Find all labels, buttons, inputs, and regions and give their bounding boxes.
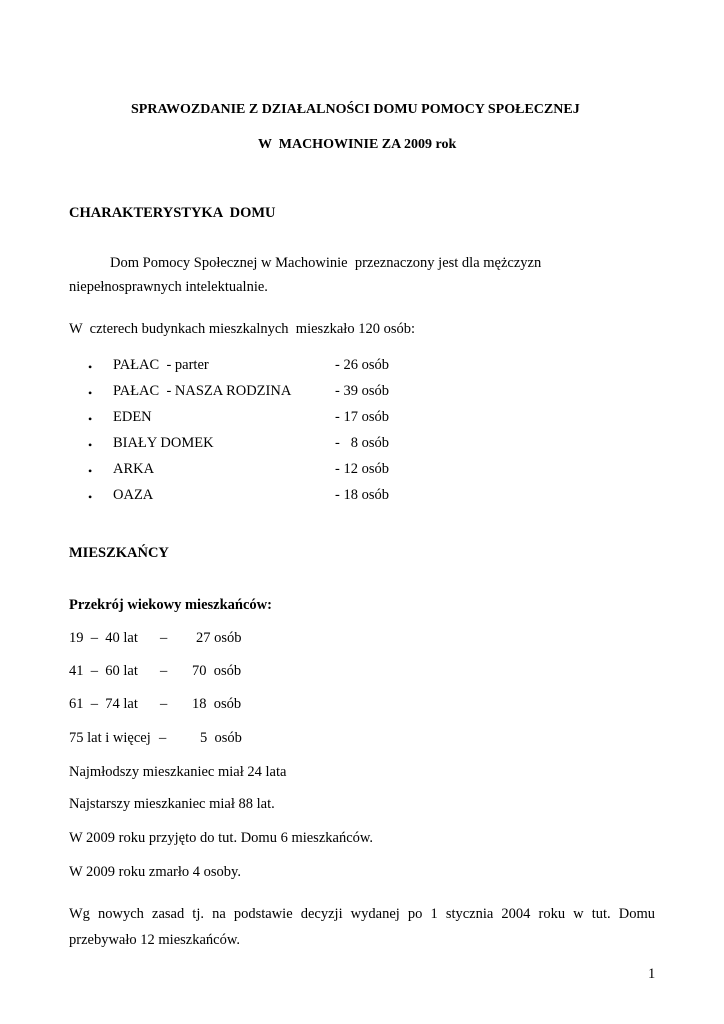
building-name: EDEN	[113, 409, 152, 425]
section-heading-characteristics: CHARAKTERYSTYKA DOMU	[69, 205, 276, 221]
age-range: 19 – 40 lat	[69, 630, 138, 646]
building-count: - 18 osób	[335, 487, 389, 503]
age-range: 75 lat i więcej	[69, 730, 151, 746]
age-count: 70 osób	[192, 663, 242, 679]
age-range: 41 – 60 lat	[69, 663, 138, 679]
bullet-icon: •	[88, 386, 93, 400]
report-title-line1: SPRAWOZDANIE Z DZIAŁALNOŚCI DOMU POMOCY SPOŁECZNEJ	[131, 102, 580, 117]
bullet-icon: •	[88, 438, 93, 452]
section-heading-residents: MIESZKAŃCY	[69, 545, 169, 561]
building-name: ARKA	[113, 461, 155, 477]
building-name: OAZA	[113, 487, 154, 503]
bullet-icon: •	[88, 464, 93, 478]
bullet-icon: •	[88, 412, 93, 426]
closing-paragraph-line1: Wg nowych zasad tj. na podstawie decyzji wydanej po 1 stycznia 2004 roku w tut. Domu	[69, 906, 655, 922]
intro-paragraph-line1: Dom Pomocy Społecznej w Machowinie przeznaczony jest dla mężczyzn	[110, 255, 542, 271]
building-count: - 12 osób	[335, 461, 389, 477]
building-count: - 39 osób	[335, 383, 389, 399]
deaths-2009: W 2009 roku zmarło 4 osoby.	[69, 864, 241, 880]
age-range: 61 – 74 lat	[69, 696, 138, 712]
page-number: 1	[648, 966, 656, 982]
intro-paragraph-line2: niepełnosprawnych intelektualnie.	[69, 279, 268, 295]
bullet-icon: •	[88, 490, 93, 504]
report-title-line2: W MACHOWINIE ZA 2009 rok	[258, 137, 457, 152]
age-count: 5 osób	[200, 730, 242, 746]
age-dash: –	[159, 730, 167, 746]
building-name: BIAŁY DOMEK	[113, 435, 214, 451]
youngest-resident: Najmłodszy mieszkaniec miał 24 lata	[69, 764, 287, 780]
building-name: PAŁAC - parter	[113, 357, 209, 373]
age-dash: –	[160, 630, 168, 646]
building-count: - 8 osób	[335, 435, 389, 451]
buildings-intro: W czterech budynkach mieszkalnych mieszkało 120 osób:	[69, 321, 416, 337]
bullet-icon: •	[88, 360, 93, 374]
building-count: - 17 osób	[335, 409, 389, 425]
admissions-2009: W 2009 roku przyjęto do tut. Domu 6 mieszkańców.	[69, 830, 374, 846]
oldest-resident: Najstarszy mieszkaniec miał 88 lat.	[69, 796, 275, 812]
age-dash: –	[160, 696, 168, 712]
age-count: 27 osób	[196, 630, 242, 646]
closing-paragraph-line2: przebywało 12 mieszkańców.	[69, 932, 240, 948]
age-breakdown-heading: Przekrój wiekowy mieszkańców:	[69, 597, 272, 613]
age-dash: –	[160, 663, 168, 679]
age-count: 18 osób	[192, 696, 242, 712]
building-name: PAŁAC - NASZA RODZINA	[113, 383, 292, 399]
building-count: - 26 osób	[335, 357, 389, 373]
